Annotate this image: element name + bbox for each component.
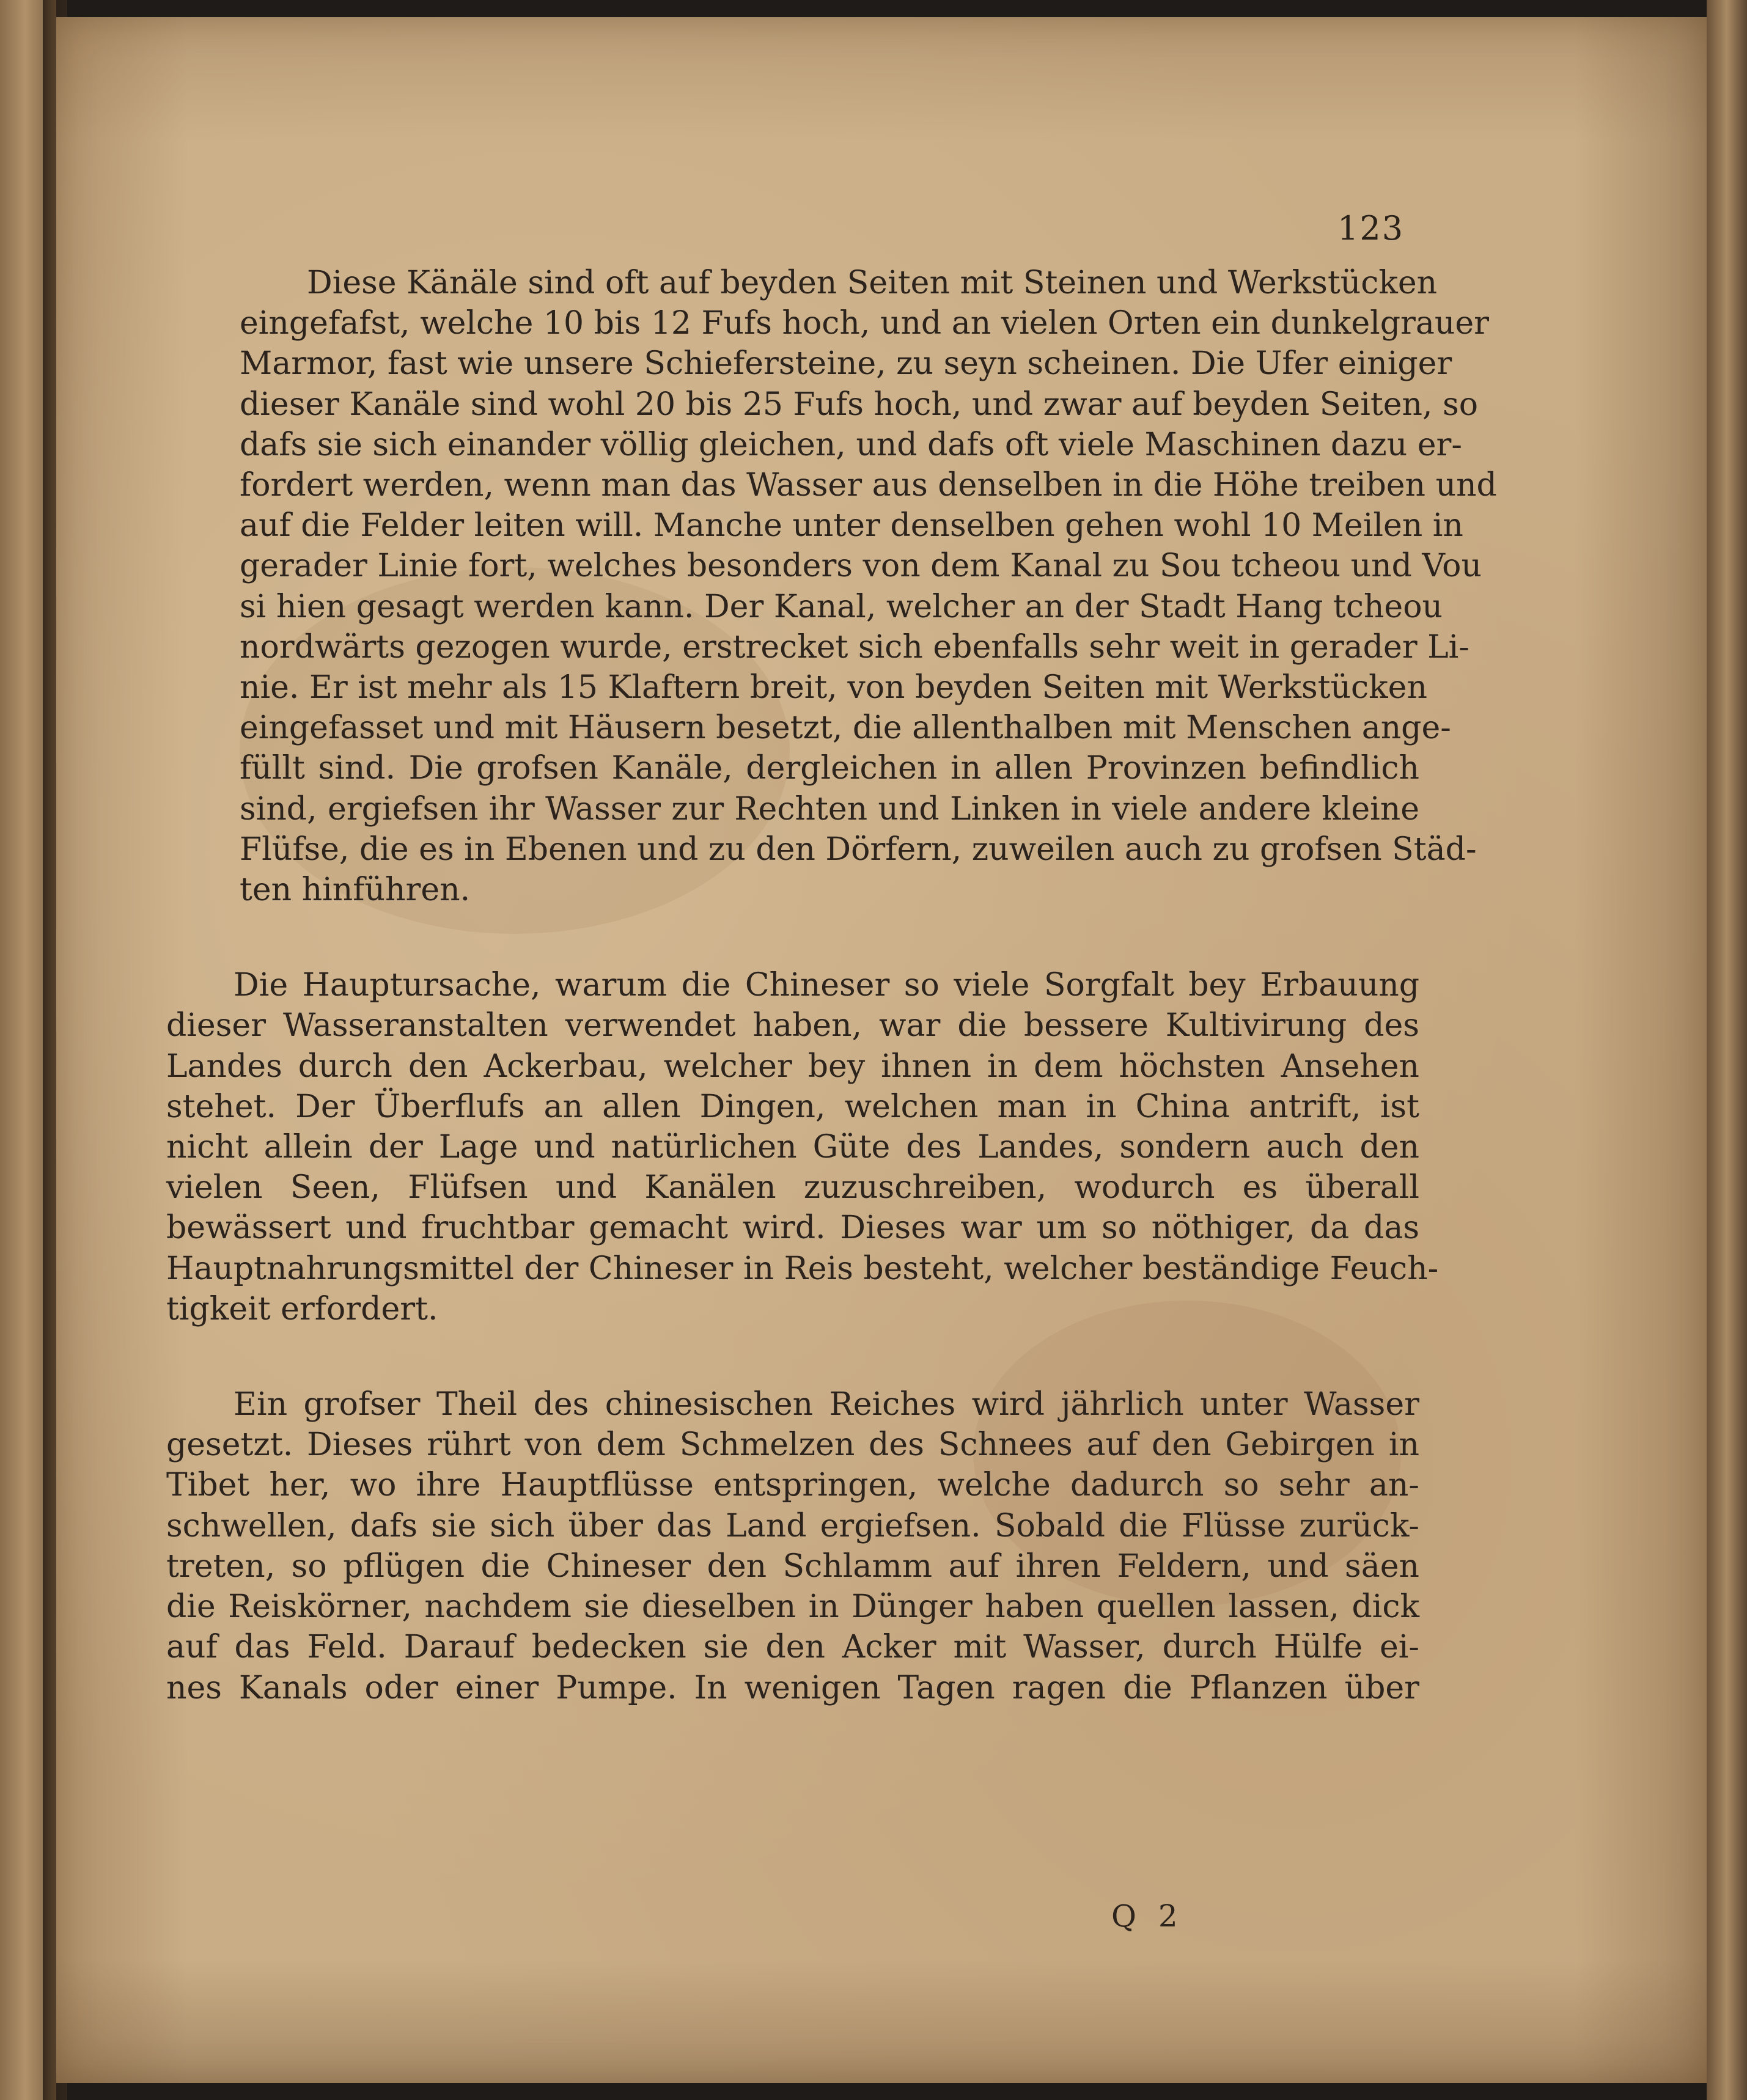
text-line: nes Kanals oder einer Pumpe. In wenigen Tagen ragen die Pflanzen über [166,1669,1419,1706]
text-line: sind, ergiefsen ihr Wasser zur Rechten und Linken in viele andere kleine [240,790,1419,828]
text-line: dieser Kanäle sind wohl 20 bis 25 Fufs hoch, und zwar auf beyden Seiten, so [240,386,1479,423]
text-line: fordert werden, wenn man das Wasser aus denselben in die Höhe treiben und [240,467,1497,504]
text-line: eingefafst, welche 10 bis 12 Fufs hoch, und an vielen Orten ein dunkelgrauer [240,305,1490,342]
text-line: ten hinführen. [240,872,471,909]
text-line: Marmor, fast wie unsere Schiefersteine, zu seyn scheinen. Die Ufer einiger [240,345,1452,383]
page-fore-edge [1707,0,1747,2100]
text-line: dafs sie sich einander völlig gleichen, und dafs oft viele Maschinen dazu er- [240,426,1462,463]
text-line: vielen Seen, Flüfsen und Kanälen zuzuschreiben, wodurch es überall [166,1169,1419,1206]
text-line: füllt sind. Die grofsen Kanäle, dergleichen in allen Provinzen befindlich [240,750,1419,787]
text-line: auf die Felder leiten will. Manche unter denselben gehen wohl 10 Meilen in [240,507,1463,545]
text-line: bewässert und fruchtbar gemacht wird. Dieses war um so nöthiger, da das [166,1210,1419,1247]
text-line: Hauptnahrungsmittel der Chineser in Reis besteht, welcher beständige Feuch- [166,1250,1439,1287]
text-line: si hien gesagt werden kann. Der Kanal, welcher an der Stadt Hang tcheou [240,588,1443,625]
text-line: auf das Feld. Darauf bedecken sie den Acker mit Wasser, durch Hülfe ei- [166,1629,1419,1666]
text-line: Die Hauptursache, warum die Chineser so viele Sorgfalt bey Erbauung [234,967,1419,1004]
text-line: dieser Wasseranstalten verwendet haben, war die bessere Kultivirung des [166,1007,1419,1044]
text-line: Flüfse, die es in Ebenen und zu den Dörfern, zuweilen auch zu grofsen Städ- [240,831,1477,868]
text-line: Ein grofser Theil des chinesischen Reiches wird jährlich unter Wasser [234,1386,1419,1423]
text-line: Tibet her, wo ihre Hauptflüsse entspringen, welche dadurch so sehr an- [166,1467,1419,1504]
paragraph [166,263,1497,910]
signature-mark: Q 2 [1111,1898,1184,1934]
text-line: eingefasset und mit Häusern besetzt, die allenthalben mit Menschen ange- [240,710,1451,747]
text-line: Landes durch den Ackerbau, welcher bey ihnen in dem höchsten Ansehen [166,1048,1419,1085]
page-number: 123 [1337,209,1405,248]
text-line: Diese Känäle sind oft auf beyden Seiten mit Steinen und Werkstücken [307,265,1438,301]
text-line: gesetzt. Dieses rührt von dem Schmelzen des Schnees auf den Gebirgen in [166,1426,1419,1464]
text-line: treten, so pflügen die Chineser den Schlamm auf ihren Feldern, und säen [166,1547,1419,1585]
paragraph [166,1384,1419,1708]
text-line: stehet. Der Überflufs an allen Dingen, welchen man in China antrift, ist [166,1088,1419,1125]
text-line: schwellen, dafs sie sich über das Land ergiefsen. Sobald die Flüsse zurück- [166,1507,1419,1544]
body-text [166,263,1497,1708]
text-line: nordwärts gezogen wurde, erstrecket sich ebenfalls sehr weit in gerader Li- [240,628,1469,666]
paragraph [166,965,1439,1329]
text-line: die Reiskörner, nachdem sie dieselben in Dünger haben quellen lassen, dick [166,1588,1419,1626]
text-line: tigkeit erfordert. [166,1290,438,1327]
text-line: nicht allein der Lage und natürlichen Güte des Landes, sondern auch den [166,1129,1419,1166]
text-line: gerader Linie fort, welches besonders von dem Kanal zu Sou tcheou und Vou [240,548,1482,585]
text-line: nie. Er ist mehr als 15 Klaftern breit, von beyden Seiten mit Werkstücken [240,669,1427,707]
